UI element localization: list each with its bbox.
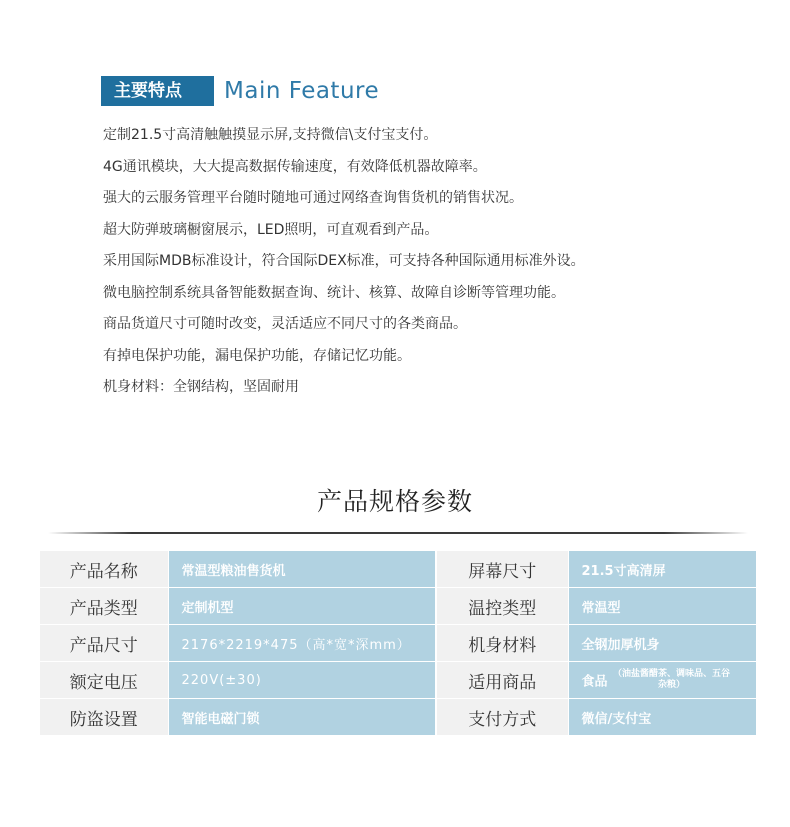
table-row	[40, 625, 756, 662]
feature-item: 机身材料：全钢结构，坚固耐用	[103, 379, 299, 395]
spec-label: 温控类型	[436, 588, 568, 625]
feature-item: 定制21.5寸高清触触摸显示屏,支持微信\支付宝支付。	[103, 127, 438, 143]
spec-value: 全钢加厚机身	[568, 625, 756, 662]
spec-label: 产品尺寸	[40, 625, 168, 662]
feature-item: 强大的云服务管理平台随时随地可通过网络查询售货机的销售状况。	[103, 190, 523, 206]
spec-value: 220V(±30)	[168, 662, 436, 699]
spec-value-note: （油盐酱醋茶、调味品、五谷杂粮）	[613, 669, 731, 690]
spec-label: 产品类型	[40, 588, 168, 625]
feature-item: 超大防弹玻璃橱窗展示，LED照明，可直观看到产品。	[103, 221, 439, 238]
feature-item: 商品货道尺寸可随时改变，灵活适应不同尺寸的各类商品。	[103, 316, 467, 332]
feature-item: 微电脑控制系统具备智能数据查询、统计、核算、故障自诊断等管理功能。	[103, 284, 565, 301]
spec-label: 产品名称	[40, 551, 168, 588]
spec-label: 支付方式	[436, 699, 568, 736]
spec-label: 机身材料	[436, 625, 568, 662]
spec-label: 适用商品	[436, 662, 568, 699]
spec-value: 常温型粮油售货机	[168, 551, 436, 588]
spec-value-goods	[568, 662, 756, 699]
spec-label: 屏幕尺寸	[436, 551, 568, 588]
spec-table	[40, 551, 756, 736]
section-divider	[48, 532, 748, 534]
spec-label: 防盗设置	[40, 699, 168, 736]
spec-value: 21.5寸高清屏	[568, 551, 756, 588]
feature-title-en: Main Feature	[224, 78, 380, 104]
feature-item: 4G通讯模块，大大提高数据传输速度，有效降低机器故障率。	[103, 158, 487, 175]
spec-value: 微信/支付宝	[568, 699, 756, 736]
table-row	[40, 662, 756, 699]
spec-value-main: 食品	[581, 674, 608, 690]
feature-item: 有掉电保护功能，漏电保护功能，存储记忆功能。	[103, 347, 411, 364]
table-row	[40, 699, 756, 736]
spec-value: 定制机型	[168, 588, 436, 625]
table-row	[40, 551, 756, 588]
spec-value: 常温型	[568, 588, 756, 625]
spec-value: 智能电磁门锁	[168, 699, 436, 736]
spec-label: 额定电压	[40, 662, 168, 699]
feature-header	[101, 75, 379, 107]
feature-list	[103, 120, 585, 404]
spec-title: 产品规格参数	[316, 487, 473, 516]
table-row	[40, 588, 756, 625]
spec-value: 2176*2219*475（高*宽*深mm）	[168, 625, 436, 662]
feature-badge: 主要特点	[101, 76, 214, 106]
feature-item: 采用国际MDB标准设计，符合国际DEX标准，可支持各种国际通用标准外设。	[103, 253, 585, 269]
